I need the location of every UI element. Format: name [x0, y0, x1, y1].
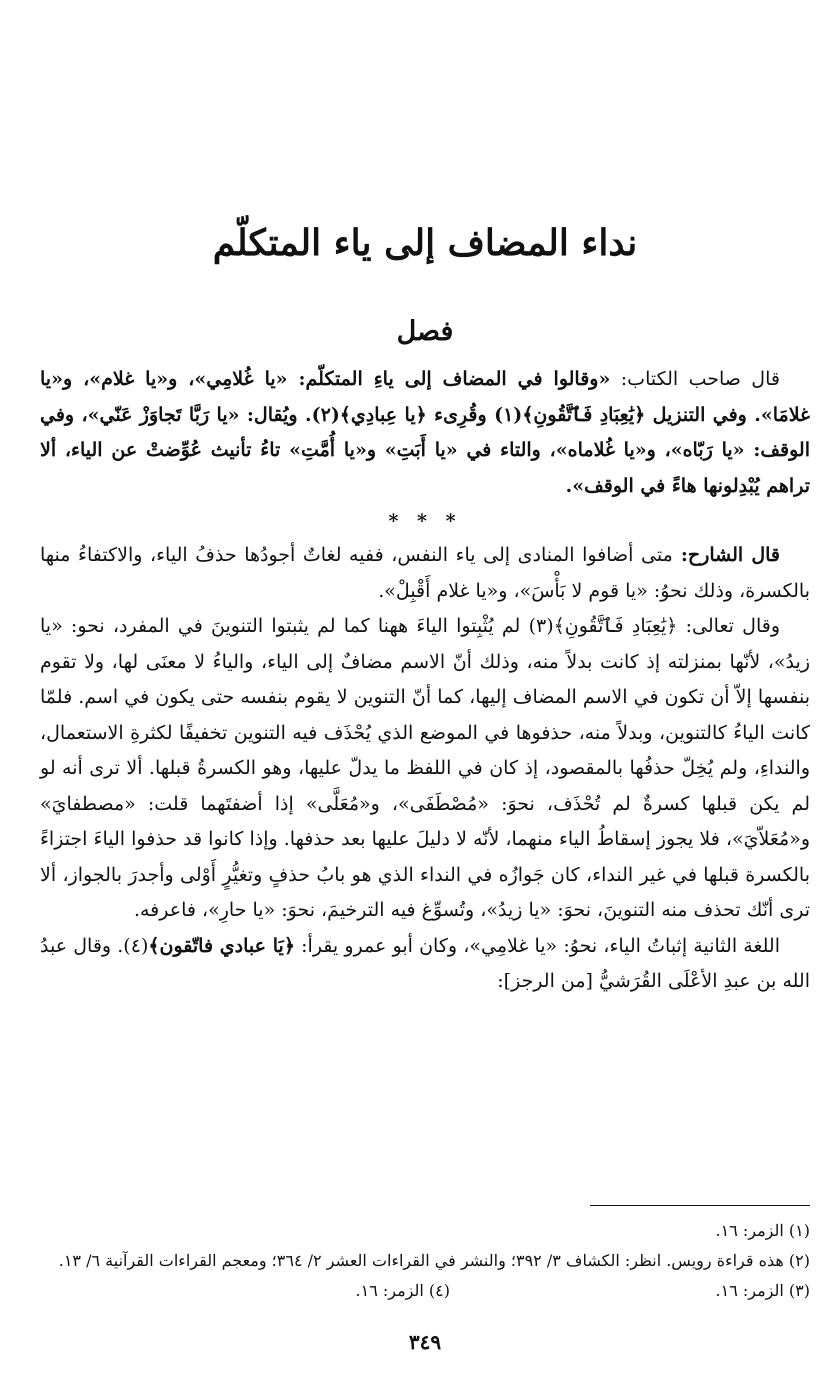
commentary-paragraph-2: وقال تعالى: ﴿يَٰعِبَادِ فَٱتَّقُونِ﴾(٣) لم يُثْبِتوا الياءَ ههنا كما لم يثبتوا التنوينَ في المفرد، نحو: «يا زيدُ»، لأنّها بمنزلته إذ كانت بدلاً منه، وذلك أنّ الاسم مضافٌ إلى الياء، والياءُ لا معنَى لها، ولا تقوم بنفسها إلاّ أن تكون في الاسم المضاف إليها، كما أنّ التنوين لا يقوم بنفسه حتى يكون في اسم. فلمّا كانت الياءُ كالتنوين، وبدلاً منه، حذفوها في الموضع الذي يُحْذَف فيه التنوين تخفيفًا لكثرةِ الاستعمال، والنداءِ، ولم يُخِلّ حذفُها بالمقصود، إذ كان في اللفظ ما يدلّ عليها، وهو الكسرةُ قبلها. ألا ترى أنه لو لم يكن قبلها كسرةٌ لم تُحْذَف، نحوَ: «مُصْطَفَى»، و«مُعَلَّى» إذا أضفتَهما قلت: «مصطفايَ» و«مُعَلاّيَ»، فلا يجوز إسقاطُ الياء منهما، لأنّه لا دليلَ عليها بعد حذفها. وإذا كانوا قد حذفوا الياءَ اجتزاءً بالكسرة قبلها في غير النداء، كان جَوازُه في النداء الذي هو بابُ حذفٍ وتغيُّرٍ أَوْلى وأجدرَ بالجواز، ألا ترى أنّك تحذف منه التنوينَ، نحوَ: «يا زيدُ»، وتُسوِّغ فيه الترخيمَ، نحوَ: «يا حارِ»، فاعرفه. [40, 615, 810, 921]
commentary-paragraph-3 [40, 929, 810, 1000]
footnote-3: (٣) الزمر: ١٦. [715, 1281, 810, 1300]
commentary-text-3b: (٤). وقال عبدُ الله بن عبدِ الأعْلَى القُرَشيُّ [من الرجز]: [40, 934, 810, 992]
footnote-row [40, 1278, 810, 1304]
quran-quote: ﴿يَا عبادي فاتّقون﴾ [148, 934, 295, 957]
chapter-title: نداء المضاف إلى ياء المتكلّم [212, 222, 638, 264]
author-lead: قال صاحب الكتاب: [610, 368, 780, 390]
page-number: ٣٤٩ [408, 1330, 442, 1354]
commentator-label: قال الشارح: [672, 544, 780, 566]
footnote-divider [590, 1205, 810, 1206]
footnotes [40, 1218, 810, 1308]
author-quote: «وقالوا في المضاف إلى ياءِ المتكلّم: «يا غُلامِي»، و«يا غلام»، و«يا غلامَا». وفي التنزيل ﴿يَٰعِبَادِ فَٱتَّقُونِ﴾(١) وقُرِىء ﴿يا عِبادِي﴾(٢). ويُقال: «يا رَبَّا تَجاوَزْ عَنّي»، وفي الوقف: «يا رَبّاه»، و«يا غُلاماه»، والتاء في «يا أَبَتِ» و«يا أُمَّتِ» تاءُ تأنيث عُوِّضتْ عن الياء، ألا تراهم يُبْدِلونها هاءً في الوقف». [40, 368, 810, 497]
author-quote-paragraph [40, 362, 810, 504]
footnote-1: (١) الزمر: ١٦. [715, 1221, 810, 1240]
footnote-2: (٢) هذه قراءة رويس. انظر: الكشاف ٣/ ٣٩٢؛ والنشر في القراءات العشر ٢/ ٣٦٤؛ ومعجم القراءات القرآنية ٦/ ١٣. [58, 1251, 810, 1270]
commentary-paragraph-1 [40, 538, 810, 609]
footnote-4: (٤) الزمر: ١٦. [355, 1281, 450, 1300]
section-separator: * * * [388, 510, 462, 532]
commentary-text-1: متى أضافوا المنادى إلى ياء النفس، ففيه لغاتٌ أجودُها حذفُ الياء، والاكتفاءُ منها بالكسرة، وذلك نحوُ: «يا قوم لا بَأْسَ»، و«يا غلام أَقْبِلْ». [40, 544, 810, 602]
section-heading: فصل [396, 316, 454, 347]
main-text [40, 362, 810, 1000]
book-page [40, 0, 810, 1383]
commentary-text-3a: اللغة الثانية إثباتُ الياء، نحوُ: «يا غلامِي»، وكان أبو عمرو يقرأ: [294, 934, 780, 957]
